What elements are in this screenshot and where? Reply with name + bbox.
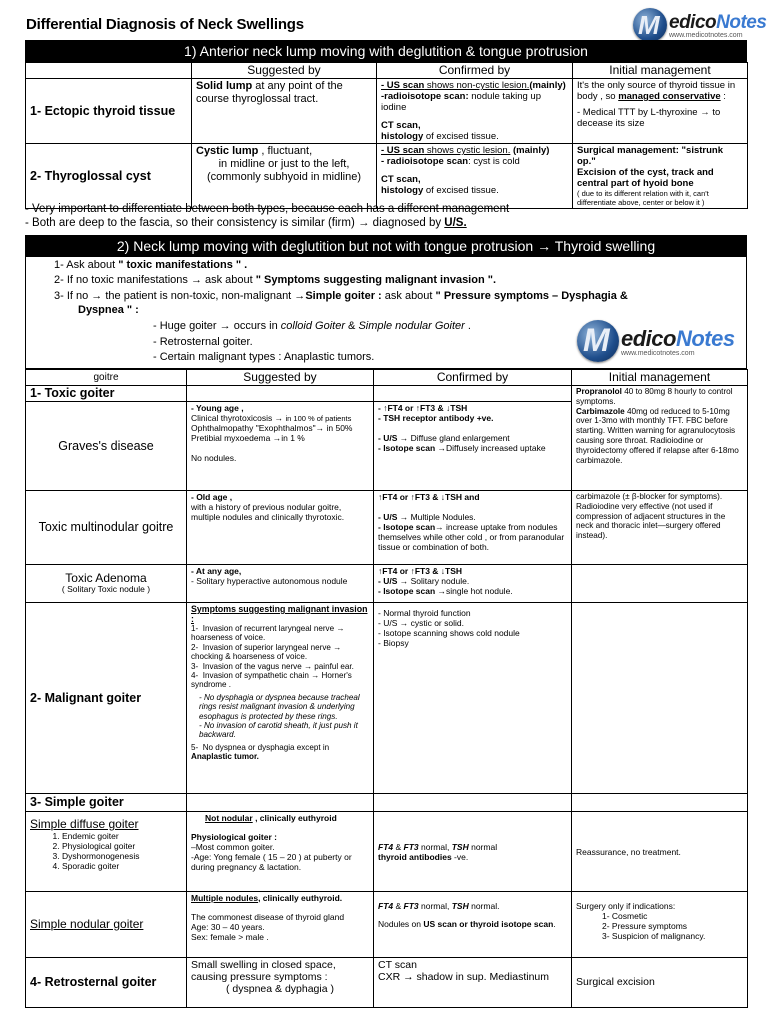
section2-heading: 2) Neck lump moving with deglutition but not with tongue protrusion → Thyroid swelling (25, 235, 747, 257)
table-anterior-neck-lump: Suggested by Confirmed by Initial management 1- Ectopic thyroid tissue Solid lump at any point of the course thyroglossal tract. - US scan shows non-cystic lesion.(mainly) -radioisotope scan: nodule taking up iodine CT scan, histology of excised tissue. It's the only source of thyroid tissue in body , so managed conservative : - Medical TTT by L-thyroxine → to decease its size 2- Thyroglossal cyst Cystic lump , fluctuant, in midline or just to the left, (commonly subhyoid in midline) - US scan shows cystic lesion. (mainly) - radioisotope scan: cyst is cold CT scan, histology of excised tissue. Surgical management: "sistrunk op." Excision of the cyst, track and central part of hyoid bone ( due to its different relation with it, can't differentiate above, center or below it ) (25, 62, 748, 209)
row-graves-disease: Graves's disease (26, 402, 187, 491)
row-retrosternal-goiter: 4- Retrosternal goiter (26, 958, 187, 1008)
page-title: Differential Diagnosis of Neck Swellings (26, 16, 304, 33)
row-thyroglossal-cyst: 2- Thyroglossal cyst (26, 144, 192, 209)
row-toxic-multinodular-goitre: Toxic multinodular goitre (26, 491, 187, 565)
row-simple-diffuse-goiter: Simple diffuse goiter 1. Endemic goiter 2. Physiological goiter 3. Dyshormonogenesis 4. Sporadic goiter (26, 812, 187, 892)
row-toxic-goiter: 1- Toxic goiter (26, 386, 187, 402)
diffuse-goiter-types: 1. Endemic goiter 2. Physiological goiter 3. Dyshormonogenesis 4. Sporadic goiter (44, 831, 182, 871)
logo-emblem-icon: M (633, 8, 667, 42)
col-confirmed-by: Confirmed by (377, 63, 573, 79)
col-initial-management: Initial management (573, 63, 748, 79)
medico-notes-logo-2: M edicoNotes www.medicotnotes.com (577, 320, 735, 362)
table-thyroid-swellings: goitre Suggested by Confirmed by Initial management 1- Toxic goiter Propranolol 40 to 80mg 8 hourly to control symptoms. Carbimazole 40mg od reduced to 5-10mg over 1-3mo with monthly TFT. FBC before starting. Written warning for agranulocytosis causing sore throat. Radioiodine or thyroidectomy offered if relapse after 6-18mo carbimazole. Graves's disease - Young age , Clinical thyrotoxicosis → in 100 % of patients Ophthalmopathy "Exophthalmos"→ in 50% Pretibial myxoedema →in 1 % No nodules. - ↑FT4 or ↑FT3 & ↓TSH - TSH receptor antibody +ve. - U/S → Diffuse gland enlargement - Isotope scan →Diffusely increased uptake Toxic multinodular goitre - Old age , with a history of previous nodular goitre, multiple nodules and clinically thyrotoxic. ↑FT4 or ↑FT3 & ↓TSH and - U/S → Multiple Nodules. - Isotope scan→ increase uptake from nodules themselves while other cold , or from paranodular tissue or combination of both. carbimazole (± β-blocker for symptoms). Radioiodine very effective (not used if compression of adjacent structures in the neck and thoracic inlet—surgery offered instead). Toxic Adenoma ( Solitary Toxic nodule ) - At any age, - Solitary hyperactive autonomous nodule ↑FT4 or ↑FT3 & ↓TSH - U/S → Solitary nodule. - Isotope scan →single hot nodule. 2- Malignant goiter Symptoms suggesting malignant invasion : 1- Invasion of recurrent laryngeal nerve → hoarseness of voice. 2- Invasion of superior laryngeal nerve → chocking & hoarseness of voice. 3- Invasion of the vagus nerve → painful ear. 4- Invasion of sympathetic chain → Horner's syndrome . - No dysphagia or dyspnea because tracheal rings resist malignant invasion & underlying esophagus is protected by these rings. - No invasion of carotid sheath, it just push it backward. 5- No dyspnea or dysphagia except in Anaplastic tumor. - Normal thyroid function - U/S → cystic or solid. - Isotope scanning shows cold nodule - Biopsy 3- Simple goiter Simple diffuse goiter 1. Endemic goiter 2. Physiological goiter 3. Dyshormonogenesis 4. Sporadic goiter Not nodular , clinically euthyroid Physiological goiter : –Most common goiter. -Age: Yong female ( 15 – 20 ) at puberty or during pregnancy & lactation. FT4 & FT3 normal, TSH normal thyroid antibodies -ve. Reassurance, no treatment. Simple nodular goiter Multiple nodules, clinically euthyroid. The commonest disease of thyroid gland Age: 30 – 40 years. Sex: female > male . FT4 & FT3 normal, TSH normal. Nodules on US scan or thyroid isotope scan. Surgery only if indications: 1- Cosmetic 2- Pressure symptoms 3- Suspicion of malignancy. 4- Retrosternal goiter Small swelling in closed space, causing pressure symptoms : ( dyspnea & dyphagia ) CT scan CXR → shadow in sup. Mediastinum Surgical excision (25, 369, 748, 1008)
logo-emblem-icon: M (577, 320, 619, 362)
thyroid-swelling-approach: 1- Ask about " toxic manifestations " . 2- If no toxic manifestations → ask about " Symptoms suggesting malignant invasion ". 3- If no → the patient is non-toxic, non-malignant →Simple goiter : ask about " Pressure symptoms – Dysphagia & Dyspnea " : - Huge goiter → occurs in colloid Goiter & Simple nodular Goiter . - Retrosternal goiter. - Certain malignant types : Anaplastic tumors. (25, 257, 747, 369)
medico-notes-logo: M edicoNotes www.medicotnotes.com (633, 8, 766, 42)
row-toxic-adenoma: Toxic Adenoma ( Solitary Toxic nodule ) (26, 565, 187, 603)
row-simple-nodular-goiter: Simple nodular goiter (26, 892, 187, 958)
col-goitre: goitre (26, 370, 187, 386)
section1-heading: 1) Anterior neck lump moving with deglutition & tongue protrusion (25, 40, 747, 62)
row-malignant-goiter: 2- Malignant goiter (26, 603, 187, 794)
col-suggested-by: Suggested by (192, 63, 377, 79)
row-simple-goiter: 3- Simple goiter (26, 794, 187, 812)
col-suggested-by: Suggested by (187, 370, 374, 386)
notes: - Very important to differentiate between both types, because each has a different management - Both are deep to the fascia, so their consistency is similar (firm) → diagnosed by U/S. (25, 203, 510, 229)
col-confirmed-by: Confirmed by (374, 370, 572, 386)
row-ectopic-thyroid: 1- Ectopic thyroid tissue (26, 79, 192, 144)
col-initial-management: Initial management (572, 370, 748, 386)
